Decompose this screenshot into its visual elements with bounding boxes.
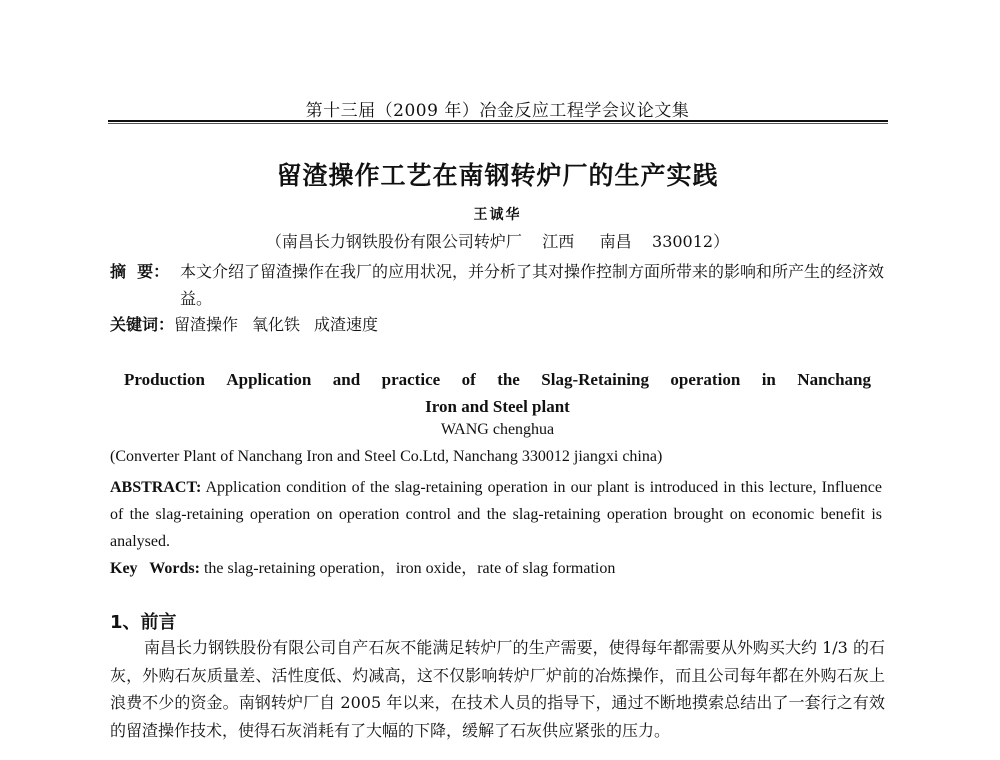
- title-word: in: [761, 370, 776, 389]
- keyword-item: 留渣操作: [174, 315, 239, 334]
- affiliation-english: (Converter Plant of Nanchang Iron and Steel Co.Ltd, Nanchang 330012 jiangxi china): [110, 448, 663, 465]
- title-word: of: [461, 370, 476, 389]
- abstract-chinese: [110, 258, 885, 312]
- abstract-english: [110, 474, 882, 555]
- running-head: 第十三届（2009 年）冶金反应工程学会议论文集: [305, 101, 690, 121]
- abstract-chinese-label: 摘 要：: [110, 262, 170, 281]
- keywords-english-label: Key Words:: [110, 560, 200, 577]
- title-english: [110, 366, 885, 420]
- title-word: the: [497, 370, 520, 389]
- title-word: operation: [670, 370, 741, 389]
- section-heading-introduction: 1、前言: [110, 612, 177, 633]
- keyword-item: 成渣速度: [314, 315, 379, 334]
- title-chinese: 留渣操作工艺在南钢转炉厂的生产实践: [276, 161, 719, 190]
- title-word: practice: [381, 370, 441, 389]
- keywords-english-text: the slag-retaining operation，iron oxide，rate of slag formation: [199, 560, 616, 577]
- header-rule-thin: [108, 123, 888, 124]
- title-word: Nanchang: [797, 370, 871, 389]
- author-english: WANG chenghua: [440, 421, 555, 438]
- section-body-introduction: 南昌长力钢铁股份有限公司自产石灰不能满足转炉厂的生产需要，使得每年都需要从外购买大约 1/3 的石灰，外购石灰质量差、活性度低、灼减高，这不仅影响转炉厂炉前的冶炼操作，而且公司每年都在外购石灰上浪费不少的资金。南钢转炉厂自 2005 年以来，在技术人员的指导下，通过不断地摸索总结出了一套行之有效的留渣操作技术，使得石灰消耗有了大幅的下降，缓解了石灰供应紧张的压力。: [110, 638, 885, 740]
- abstract-chinese-text: 本文介绍了留渣操作在我厂的应用状况，并分析了其对操作控制方面所带来的影响和所产生的经济效益。: [180, 262, 885, 308]
- author-chinese: 王诚华: [473, 207, 522, 223]
- abstract-english-text: Application condition of the slag-retaining operation in our plant is introduced in this lecture, Influence of the slag-retaining operation on operation control and the slag-retaining operation brought on economic benefit is analysed.: [110, 479, 882, 550]
- title-word: Application: [226, 370, 312, 389]
- title-word: Production: [124, 370, 205, 389]
- affiliation-chinese: （南昌长力钢铁股份有限公司转炉厂 江西 南昌 330012）: [265, 232, 730, 251]
- keywords-chinese-label: 关键词：: [110, 315, 175, 334]
- keyword-item: 氧化铁: [252, 315, 301, 334]
- header-rule: [108, 120, 888, 122]
- title-english-line2: Iron and Steel plant: [425, 397, 570, 416]
- title-word: Slag-Retaining: [541, 370, 649, 389]
- keywords-english: [110, 555, 615, 578]
- keywords-chinese: [110, 312, 392, 335]
- abstract-english-label: ABSTRACT:: [110, 479, 202, 496]
- title-english-line1: [110, 366, 885, 393]
- title-word: and: [332, 370, 361, 389]
